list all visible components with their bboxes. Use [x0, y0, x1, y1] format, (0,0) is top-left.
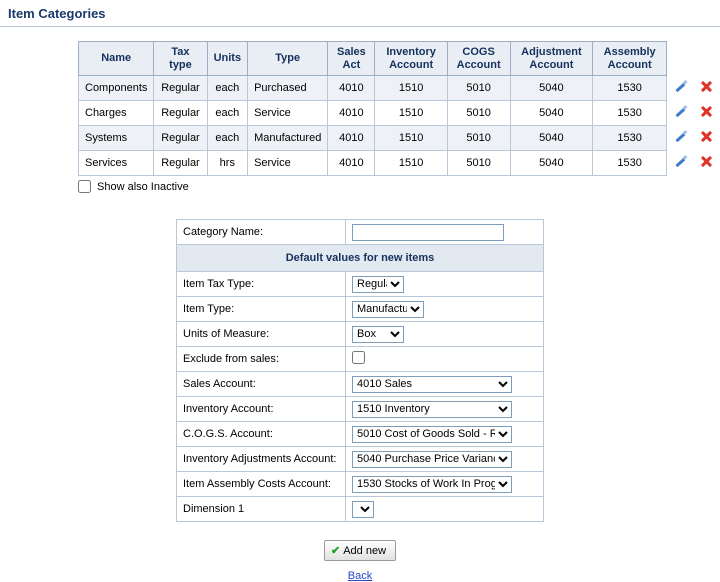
add-new-label: Add new: [343, 545, 387, 558]
label-inventory-adjustments-account: Inventory Adjustments Account:: [177, 447, 346, 472]
cell-sales-act: 4010: [328, 101, 375, 126]
cell-adjustment-account: 5040: [510, 76, 593, 101]
column-header-adjustment-account: Adjustment Account: [510, 42, 593, 76]
cell-name: Services: [79, 151, 154, 176]
cell-name: Components: [79, 76, 154, 101]
column-header-assembly-account: Assembly Account: [593, 42, 667, 76]
category-form-table: [176, 219, 544, 522]
cell-units: each: [207, 76, 248, 101]
table-row[interactable]: [79, 101, 720, 126]
categories-table-wrapper: [78, 41, 720, 193]
field-cogs-account: [346, 422, 544, 447]
field-units-of-measure: [346, 322, 544, 347]
cell-name: Charges: [79, 101, 154, 126]
cell-assembly-account: 1530: [593, 101, 667, 126]
label-inventory-account: Inventory Account:: [177, 397, 346, 422]
categories-table: [78, 41, 720, 176]
delete-x-icon[interactable]: [700, 105, 713, 118]
field-item-tax-type: [346, 272, 544, 297]
category-form: [176, 219, 544, 582]
cell-adjustment-account: 5040: [510, 126, 593, 151]
row-delete-cell[interactable]: [694, 76, 720, 101]
cell-inventory-account: 1510: [375, 101, 447, 126]
form-actions: [176, 540, 544, 561]
column-header-sales-act: Sales Act: [328, 42, 375, 76]
row-edit-cell[interactable]: [667, 101, 694, 126]
form-row-item-tax-type: [177, 272, 544, 297]
row-delete-cell[interactable]: [694, 151, 720, 176]
sales-account-select[interactable]: [352, 376, 512, 393]
cell-type: Manufactured: [248, 126, 328, 151]
column-header-units: Units: [207, 42, 248, 76]
label-cogs-account: C.O.G.S. Account:: [177, 422, 346, 447]
edit-pencil-icon[interactable]: [674, 81, 686, 93]
section-title: Default values for new items: [177, 245, 544, 272]
cell-cogs-account: 5010: [447, 126, 510, 151]
cell-inventory-account: 1510: [375, 76, 447, 101]
show-inactive-checkbox[interactable]: [78, 180, 91, 193]
show-inactive-row: [78, 180, 720, 193]
form-section-header: [177, 245, 544, 272]
add-new-button[interactable]: [324, 540, 396, 561]
item-assembly-costs-account-select[interactable]: [352, 476, 512, 493]
field-dimension-1: [346, 497, 544, 522]
column-header-inventory-account: Inventory Account: [375, 42, 447, 76]
column-header-name: Name: [79, 42, 154, 76]
cell-inventory-account: 1510: [375, 151, 447, 176]
form-row-dimension-1: [177, 497, 544, 522]
label-category-name: Category Name:: [177, 220, 346, 245]
table-row[interactable]: [79, 76, 720, 101]
field-exclude-from-sales: [346, 347, 544, 372]
cell-assembly-account: 1530: [593, 126, 667, 151]
cell-type: Service: [248, 101, 328, 126]
page-title: Item Categories: [8, 6, 106, 21]
label-item-tax-type: Item Tax Type:: [177, 272, 346, 297]
table-row[interactable]: [79, 126, 720, 151]
cell-sales-act: 4010: [328, 126, 375, 151]
label-sales-account: Sales Account:: [177, 372, 346, 397]
units-of-measure-select[interactable]: [352, 326, 404, 343]
cell-units: each: [207, 126, 248, 151]
label-dimension-1: Dimension 1: [177, 497, 346, 522]
exclude-from-sales-checkbox[interactable]: [352, 351, 365, 364]
back-link[interactable]: Back: [347, 570, 373, 582]
categories-table-body: [79, 76, 720, 176]
cell-cogs-account: 5010: [447, 151, 510, 176]
cell-sales-act: 4010: [328, 76, 375, 101]
cell-cogs-account: 5010: [447, 101, 510, 126]
cell-tax-type: Regular: [154, 101, 207, 126]
field-item-assembly-costs-account: [346, 472, 544, 497]
delete-x-icon[interactable]: [700, 80, 713, 93]
field-inventory-adjustments-account: [346, 447, 544, 472]
cell-cogs-account: 5010: [447, 76, 510, 101]
cell-type: Purchased: [248, 76, 328, 101]
column-header-edit: [667, 42, 694, 76]
cell-sales-act: 4010: [328, 151, 375, 176]
row-edit-cell[interactable]: [667, 126, 694, 151]
cell-inventory-account: 1510: [375, 126, 447, 151]
category-name-input[interactable]: [352, 224, 504, 241]
item-tax-type-select[interactable]: [352, 276, 404, 293]
form-row-inventory-account: [177, 397, 544, 422]
dimension-1-select[interactable]: [352, 501, 374, 518]
column-header-cogs-account: COGS Account: [447, 42, 510, 76]
form-row-item-type: [177, 297, 544, 322]
cell-tax-type: Regular: [154, 76, 207, 101]
row-edit-cell[interactable]: [667, 76, 694, 101]
cell-tax-type: Regular: [154, 151, 207, 176]
label-item-assembly-costs-account: Item Assembly Costs Account:: [177, 472, 346, 497]
inventory-account-select[interactable]: [352, 401, 512, 418]
row-delete-cell[interactable]: [694, 126, 720, 151]
show-inactive-label: Show also Inactive: [97, 180, 189, 193]
label-item-type: Item Type:: [177, 297, 346, 322]
cell-assembly-account: 1530: [593, 76, 667, 101]
edit-pencil-icon[interactable]: [674, 131, 686, 143]
field-item-type: [346, 297, 544, 322]
cogs-account-select[interactable]: [352, 426, 512, 443]
edit-pencil-icon[interactable]: [674, 106, 686, 118]
column-header-delete: [694, 42, 720, 76]
label-units-of-measure: Units of Measure:: [177, 322, 346, 347]
column-header-tax-type: Tax type: [154, 42, 207, 76]
label-exclude-from-sales: Exclude from sales:: [177, 347, 346, 372]
cell-tax-type: Regular: [154, 126, 207, 151]
cell-adjustment-account: 5040: [510, 151, 593, 176]
row-delete-cell[interactable]: [694, 101, 720, 126]
form-row-item-assembly-costs-account: [177, 472, 544, 497]
table-row[interactable]: [79, 151, 720, 176]
cell-adjustment-account: 5040: [510, 101, 593, 126]
field-inventory-account: [346, 397, 544, 422]
table-header-row: [79, 42, 720, 76]
row-edit-cell[interactable]: [667, 151, 694, 176]
item-type-select[interactable]: [352, 301, 424, 318]
cell-name: Systems: [79, 126, 154, 151]
form-row-inventory-adjustments-account: [177, 447, 544, 472]
inventory-adjustments-account-select[interactable]: [352, 451, 512, 468]
column-header-type: Type: [248, 42, 328, 76]
form-row-exclude-from-sales: [177, 347, 544, 372]
cell-units: hrs: [207, 151, 248, 176]
delete-x-icon[interactable]: [700, 155, 713, 168]
edit-pencil-icon[interactable]: [674, 156, 686, 168]
form-row-category-name: [177, 220, 544, 245]
field-sales-account: [346, 372, 544, 397]
cell-type: Service: [248, 151, 328, 176]
cell-units: each: [207, 101, 248, 126]
green-check-icon: ✔: [330, 545, 341, 558]
cell-assembly-account: 1530: [593, 151, 667, 176]
form-row-cogs-account: [177, 422, 544, 447]
title-divider: [0, 26, 720, 27]
form-row-units-of-measure: [177, 322, 544, 347]
form-row-sales-account: [177, 372, 544, 397]
field-category-name: [346, 220, 544, 245]
delete-x-icon[interactable]: [700, 130, 713, 143]
